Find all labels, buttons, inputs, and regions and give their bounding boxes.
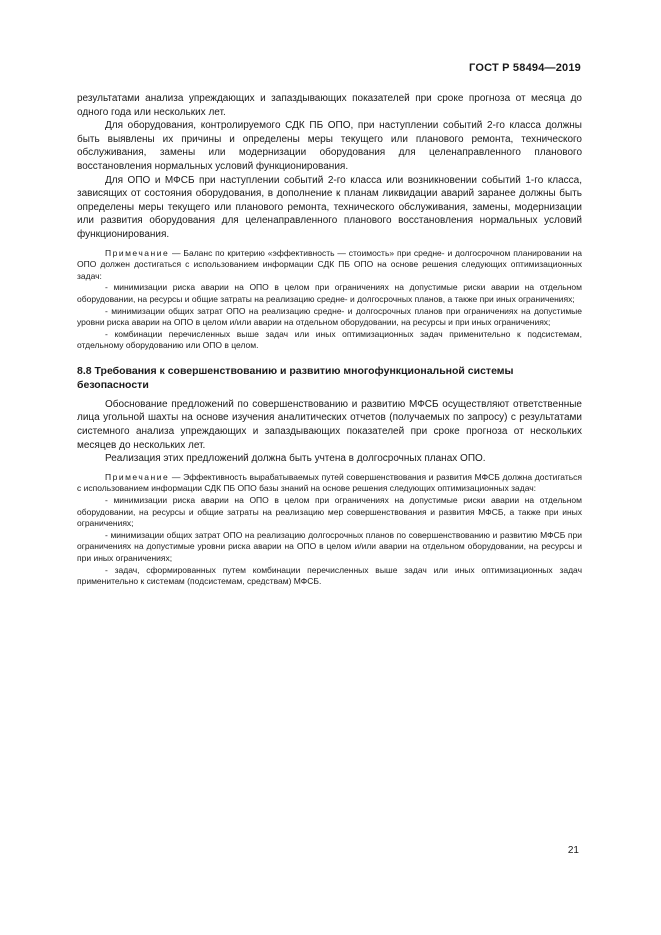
note — [77, 472, 582, 495]
list-item: - минимизации общих затрат ОПО на реализацию средне- и долгосрочных планов при ограничениях на допустимые уровни риска аварии на ОПО в целом и/или аварии на отдельном оборудовании, на ресурсы и при иных ограничениях; — [77, 305, 582, 328]
paragraph: Для ОПО и МФСБ при наступлении событий 2-го класса или возникновении событий 1-го класса, зависящих от состояния оборудования, в дополнение к планам ликвидации аварий заранее должны быть определены меры текущего или планового ремонта, технического обслуживания, замены, модернизации или развития оборудования для целенаправленного планового восстановления нормальных условий функционирования. — [77, 174, 582, 240]
list-item: - минимизации общих затрат ОПО на реализацию долгосрочных планов по совершенствованию и развитию МФСБ при ограничениях на допустимые уровни риска аварии на ОПО в целом и/или аварии на отдельном оборудовании, на ресурсы и при иных ограничениях; — [77, 529, 582, 563]
paragraph: Реализация этих предложений должна быть учтена в долгосрочных планах ОПО. — [105, 453, 486, 465]
document-standard-header: ГОСТ Р 58494—2019 — [469, 62, 581, 74]
note-text: — Эффективность вырабатываемых путей совершенствования и развития МФСБ должна достигаться с использованием информации СДК ПБ ОПО базы знаний на основе решения следующих оптимизационных задач: — [77, 471, 582, 494]
note-label: Примечание — [105, 247, 170, 258]
note — [77, 248, 582, 283]
paragraph: Обоснование предложений по совершенствованию и развитию МФСБ осуществляют ответственные лица угольной шахты на основе изучения аналитических отчетов (получаемых по запросу) с результатами системного анализа упреждающих и запаздывающих показателей при сроке прогноза от нескольких месяцев до нескольких лет. — [77, 398, 582, 451]
list-item: - минимизации риска аварии на ОПО в целом при ограничениях на допустимые риски аварии на отдельном оборудовании, на ресурсы и общие затраты на реализацию мер совершенствования и развития МФСБ, а также при иных ограничениях; — [77, 495, 582, 529]
page-content — [77, 92, 582, 588]
note-label: Примечание — [105, 471, 170, 482]
list-item: - минимизации риска аварии на ОПО в целом при ограничениях на допустимые риски аварии на отдельном оборудовании, на ресурсы и общие затраты на реализацию средне- и долгосрочных планов, а также при иных ограничениях; — [77, 282, 582, 304]
list-item: - задач, сформированных путем комбинации перечисленных выше задач или иных оптимизационных задач применительно к системам (подсистемам, средствам) МФСБ. — [77, 564, 582, 587]
paragraph: результатами анализа упреждающих и запаздывающих показателей при сроке прогноза от месяца до одного года или нескольких лет. — [77, 93, 582, 118]
note-text: — Баланс по критерию «эффективность — стоимость» при средне- и долгосрочном планировании на ОПО должен достигаться с использованием информации СДК ПБ ОПО на основе решения следующих оптимизационных задач: — [77, 247, 582, 281]
page-number: 21 — [567, 845, 579, 856]
list-item: - комбинации перечисленных выше задач или иных оптимизационных задач применительно к подсистемам, отдельному оборудованию или ОПО в целом. — [77, 328, 582, 351]
paragraph: Для оборудования, контролируемого СДК ПБ ОПО, при наступлении событий 2-го класса должны быть выявлены их причины и определены меры текущего или планового ремонта, технического обслуживания, замены или модернизации оборудования для целенаправленного планового восстановления нормальных условий функционирования. — [77, 120, 582, 172]
section-title: 8.8 Требования к совершенствованию и развитию многофункциональной системы безопасности — [77, 364, 514, 391]
